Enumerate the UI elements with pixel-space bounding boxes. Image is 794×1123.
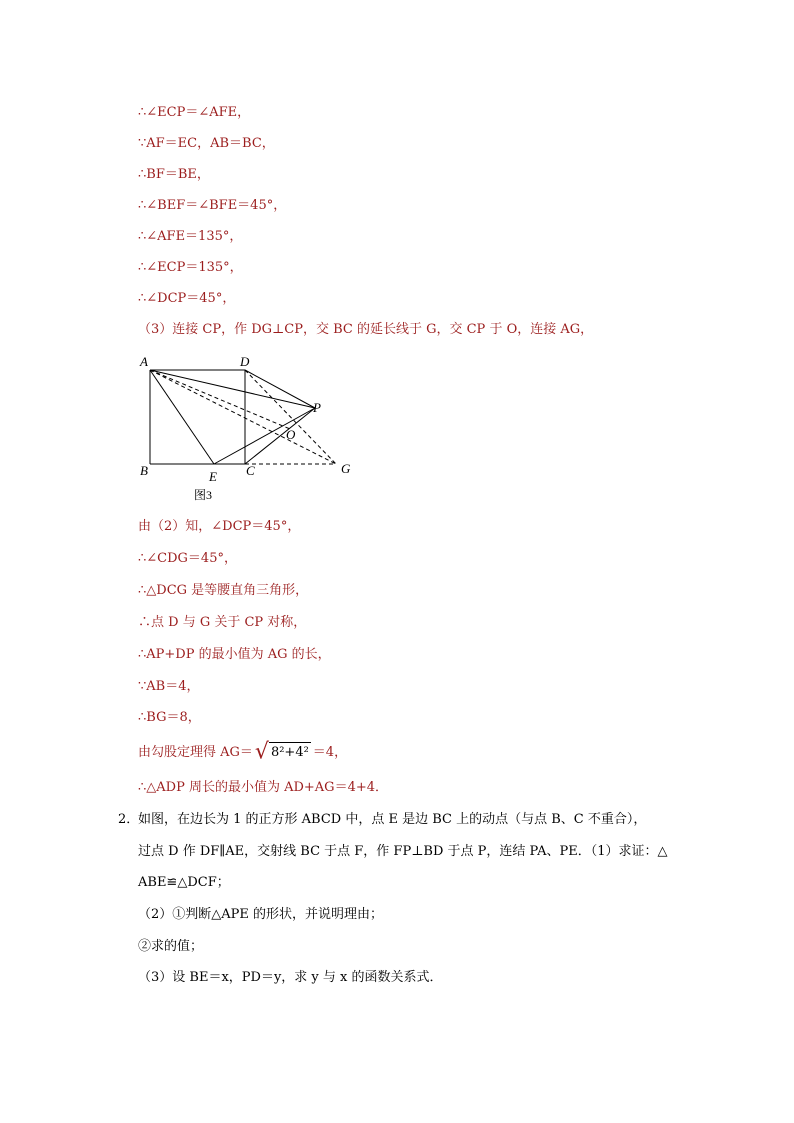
pythagoras-line [138,739,348,765]
figure-caption: 图3 [194,488,213,502]
label-B: B [140,463,148,478]
label-E: E [209,469,217,484]
proof-line-1: ∴∠ECP＝∠AFE， [138,105,251,120]
segment-EP [214,408,315,464]
part3-line-3: ∴△DCG 是等腰直角三角形， [138,583,309,598]
square-root-radicand: 8²+4² [269,742,311,763]
problem-2-number: 2． [118,812,140,827]
problem-2-line-1: 如图，在边长为 1 的正方形 ABCD 中，点 E 是边 BC 上的动点（与点 B、C 不重合）， [138,812,647,827]
segment-AO [150,370,290,429]
proof-line-4: ∴∠BEF＝∠BFE＝45°， [138,198,287,213]
part3-intro: （3）连接 CP，作 DG⊥CP，交 BC 的延长线于 G，交 CP 于 O，连接 AG， [138,322,594,337]
part3-line-7: ∴BG＝8， [138,710,201,725]
label-D: D [240,354,250,369]
segment-AP [150,370,315,408]
problem-2-line-3: ABE≌△DCF； [138,875,230,890]
segment-AG [150,370,336,464]
conclusion-line: ∴△ADP 周长的最小值为 AD+AG＝4+4． [138,780,389,795]
label-P: P [313,400,321,415]
label-A: A [140,354,148,369]
proof-line-7: ∴∠DCP＝45°， [138,291,236,306]
part3-line-6: ∵AB＝4， [138,679,200,694]
part3-line-4: ∴点 D 与 G 关于 CP 对称， [138,615,307,630]
segment-AE [150,370,214,464]
segment-DG [245,370,336,464]
proof-line-2: ∵AF＝EC，AB＝BC， [138,136,275,151]
label-G: G [341,461,351,476]
problem-2-line-6: （3）设 BE＝x，PD＝y，求 y 与 x 的函数关系式． [138,970,443,985]
proof-line-3: ∴BF＝BE， [138,167,210,182]
problem-2-line-5: ②求的值； [138,939,204,954]
problem-2-line-4: （2）①判断△APE 的形状，并说明理由； [138,907,384,922]
problem-2-line-2: 过点 D 作 DF∥AE，交射线 BC 于点 F，作 FP⊥BD 于点 P，连结 PA、PE．（1）求证：△ [138,844,668,859]
label-O: O [286,427,296,442]
pythagoras-prefix: 由勾股定理得 AG＝ [138,745,253,760]
proof-line-6: ∴∠ECP＝135°， [138,260,243,275]
part3-line-1: 由（2）知，∠DCP＝45°， [138,519,301,534]
segment-DP [245,370,315,408]
part3-line-5: ∴AP+DP 的最小值为 AG 的长， [138,647,331,662]
segment-CP [245,408,315,464]
proof-line-5: ∴∠AFE＝135°， [138,229,243,244]
pythagoras-suffix: ＝4， [312,745,348,760]
square-root: √ 8²+4² [254,739,309,765]
part3-line-2: ∴∠CDG＝45°， [138,551,237,566]
label-C: C [246,463,255,478]
geometry-figure-3 [130,352,370,508]
